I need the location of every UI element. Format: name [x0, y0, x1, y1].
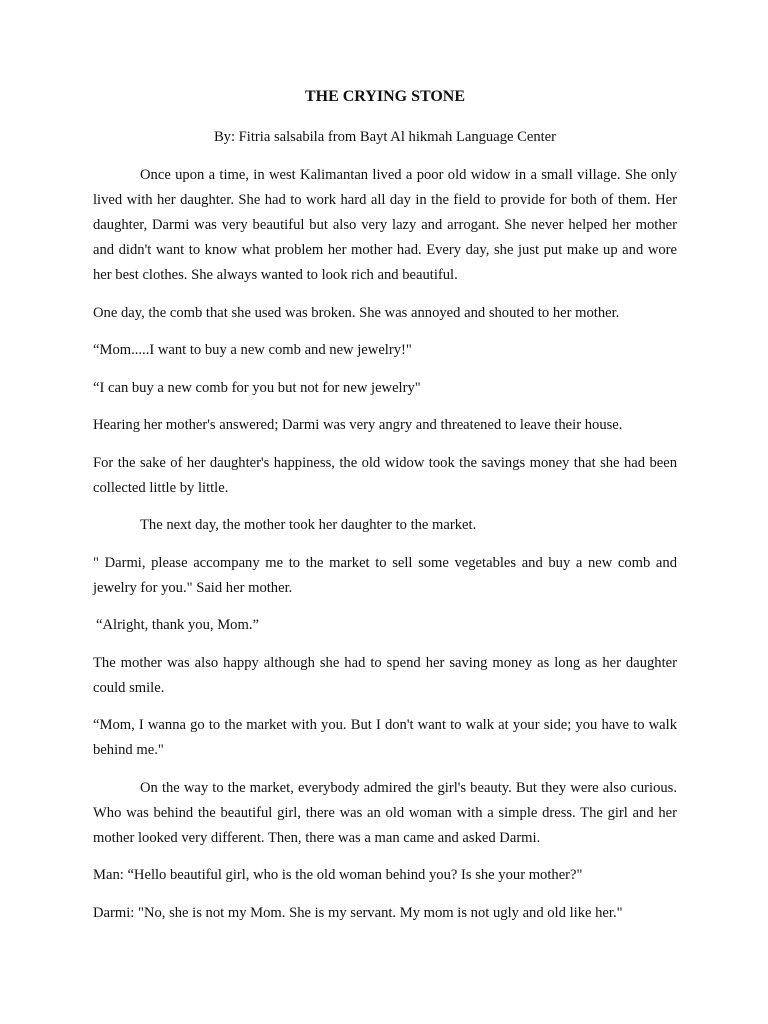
- paragraph-1: Once upon a time, in west Kalimantan lived a poor old widow in a small village. She only lived with her daughter. She had to work hard all day in the field to provide for both of them. Her daughter, Darmi was very beautiful but also very lazy and arrogant. She never helped her mother and didn't want to know what problem her mother had. Every day, she just put make up and wore her best clothes. She always wanted to look rich and beautiful.: [93, 167, 677, 283]
- paragraph-8: " Darmi, please accompany me to the market to sell some vegetables and buy a new comb and jewelry for you." Said her mother.: [93, 554, 677, 596]
- document-byline: By: Fitria salsabila from Bayt Al hikmah Language Center: [213, 129, 557, 145]
- paragraph-7: The next day, the mother took her daughter to the market.: [140, 517, 477, 533]
- paragraph-12: On the way to the market, everybody admired the girl's beauty. But they were also curious. Who was behind the beautiful girl, there was an old woman with a simple dress. The girl and her mother looked very different. Then, there was a man came and asked Darmi.: [93, 779, 677, 846]
- paragraph-11: “Mom, I wanna go to the market with you. But I don't want to walk at your side; you have to walk behind me.": [93, 717, 677, 758]
- paragraph-13: Man: “Hello beautiful girl, who is the old woman behind you? Is she your mother?": [93, 867, 583, 883]
- paragraph-4: “I can buy a new comb for you but not for new jewelry": [93, 379, 421, 396]
- document-page: [93, 0, 677, 1024]
- paragraph-5: Hearing her mother's answered; Darmi was very angry and threatened to leave their house.: [93, 417, 623, 433]
- paragraph-10: The mother was also happy although she had to spend her saving money as long as her daughter could smile.: [93, 654, 677, 696]
- paragraph-9: “Alright, thank you, Mom.”: [96, 617, 259, 633]
- paragraph-14: Darmi: "No, she is not my Mom. She is my servant. My mom is not ugly and old like her.": [93, 904, 623, 921]
- paragraph-3: “Mom.....I want to buy a new comb and new jewelry!": [93, 342, 412, 358]
- document-title: THE CRYING STONE: [304, 88, 466, 105]
- paragraph-6: For the sake of her daughter's happiness, the old widow took the savings money that she had been collected little by little.: [93, 454, 677, 496]
- document-body: [93, 163, 677, 938]
- paragraph-2: One day, the comb that she used was broken. She was annoyed and shouted to her mother.: [93, 304, 620, 321]
